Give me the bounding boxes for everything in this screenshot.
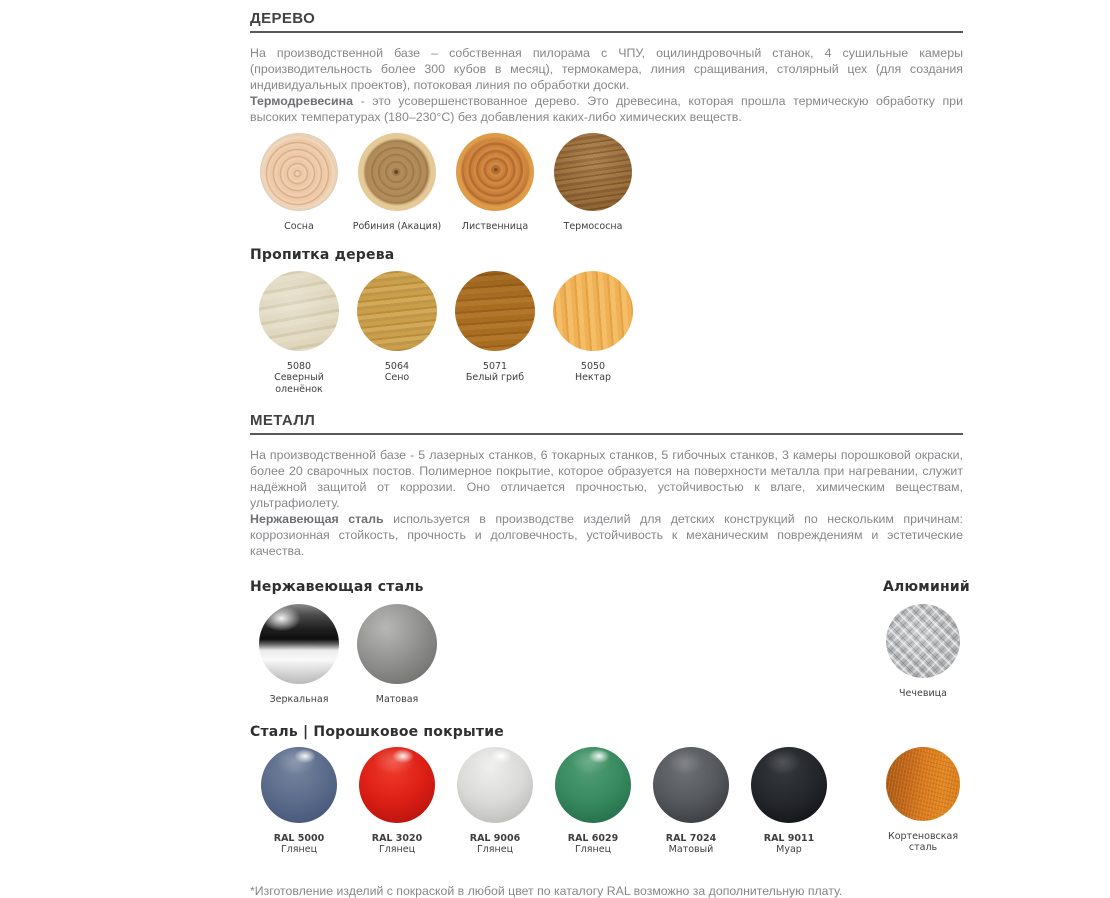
ral-6029-sphere-image bbox=[555, 747, 631, 823]
propitka-label bbox=[575, 361, 611, 384]
propitka-row bbox=[250, 271, 963, 396]
ral-7024-sphere-image bbox=[653, 747, 729, 823]
larch-cross-section-image bbox=[456, 133, 534, 211]
wood-sample-larch bbox=[446, 133, 544, 233]
stainless-aluminum-row bbox=[250, 604, 963, 706]
ral-finish: Глянец bbox=[378, 844, 416, 855]
ral-9006-swatch bbox=[446, 747, 544, 856]
corten-steel-image bbox=[886, 747, 960, 821]
ral-finish: Глянец bbox=[574, 844, 612, 855]
wood-sample-label: Лиственница bbox=[461, 221, 529, 232]
stainless-title: Нержавеющая сталь bbox=[250, 579, 424, 595]
wood-sample-thermopine bbox=[544, 133, 642, 233]
metal-paragraph-stainless bbox=[250, 511, 963, 559]
metal-subheads-row bbox=[250, 579, 970, 596]
tint-name: Белый гриб bbox=[465, 372, 525, 383]
corten-label: Кортеновская сталь bbox=[887, 830, 959, 853]
propitka-label bbox=[385, 361, 410, 384]
ral-5000-swatch bbox=[250, 747, 348, 856]
ral-label bbox=[470, 833, 520, 856]
tint-code: 5071 bbox=[482, 360, 508, 372]
tint-5050-image bbox=[553, 271, 633, 351]
propitka-label bbox=[265, 361, 333, 396]
ral-5000-sphere-image bbox=[261, 747, 337, 823]
ral-finish: Глянец bbox=[280, 844, 318, 855]
propitka-swatch-5080 bbox=[250, 271, 348, 396]
aluminum-lentil bbox=[883, 604, 963, 700]
ral-code: RAL 7024 bbox=[665, 832, 717, 844]
metal-section-divider bbox=[250, 433, 963, 435]
wood-sample-pine bbox=[250, 133, 348, 233]
stainless-label: Зеркальная bbox=[269, 694, 329, 705]
wood-sample-label: Сосна bbox=[284, 221, 314, 232]
propitka-title: Пропитка дерева bbox=[250, 246, 395, 263]
metal-section-title: МЕТАЛЛ bbox=[250, 412, 316, 429]
metal-paragraph-production: На производственной базе - 5 лазерных станков, 6 токарных станков, 5 гибочных станков, 3 камеры порошковой окраски, более 20 сварочных постов. Полимерное покрытие, которое образуется на поверхности металла при нагревании, служит надёжной защитой от коррозии. Оно отличается прочностью, устойчивостью к влаге, химическим веществам, ультрафиолету. bbox=[250, 448, 963, 510]
wood-samples-row bbox=[250, 133, 963, 233]
ral-finish: Глянец bbox=[476, 844, 514, 855]
metal-description bbox=[250, 447, 963, 559]
tint-code: 5050 bbox=[580, 360, 606, 372]
wood-section-title: ДЕРЕВО bbox=[250, 10, 316, 27]
propitka-label bbox=[466, 361, 524, 384]
propitka-swatch-5064 bbox=[348, 271, 446, 384]
ral-7024-swatch bbox=[642, 747, 740, 856]
wood-paragraph-production: На производственной базе – собственная пилорама с ЧПУ, оцилиндровочный станок, 4 сушильные камеры (производительность более 300 кубов в месяц), термокамера, линия сращивания, столярный цех (для создания индивидуальных проектов), потоковая линия по обработки доски. bbox=[250, 46, 963, 92]
aluminum-checker-plate-image bbox=[886, 604, 960, 678]
metal-section bbox=[250, 412, 970, 898]
ral-finish: Муар bbox=[776, 844, 802, 855]
tint-5080-image bbox=[259, 271, 339, 351]
stainless-definition: используется в производстве изделий для детских конструкций по нескольким причинам: коррозионная стойкость, прочность и долговечность, устойчивость к механическим повреждениям и эстетические качества. bbox=[250, 512, 964, 558]
wood-paragraph-thermowood bbox=[250, 93, 963, 125]
ral-footnote: *Изготовление изделий с покраской в любой цвет по каталогу RAL возможно за дополнительную плату. bbox=[250, 883, 843, 898]
stainless-label: Матовая bbox=[375, 694, 419, 705]
ral-code: RAL 9006 bbox=[469, 832, 521, 844]
pine-cross-section-image bbox=[260, 133, 338, 211]
ral-9011-sphere-image bbox=[751, 747, 827, 823]
wood-section bbox=[250, 11, 963, 395]
tint-code: 5080 bbox=[286, 360, 312, 372]
tint-code: 5064 bbox=[384, 360, 410, 372]
aluminum-title: Алюминий bbox=[883, 579, 970, 595]
ral-code: RAL 9011 bbox=[763, 832, 815, 844]
wood-section-divider bbox=[250, 31, 963, 33]
wood-sample-robinia bbox=[348, 133, 446, 233]
corten-swatch bbox=[883, 747, 963, 854]
ral-code: RAL 5000 bbox=[273, 832, 325, 844]
powder-coating-row bbox=[250, 747, 963, 856]
ral-finish: Матовый bbox=[668, 844, 714, 855]
ral-9006-sphere-image bbox=[457, 747, 533, 823]
ral-6029-swatch bbox=[544, 747, 642, 856]
powder-coating-title: Сталь | Порошковое покрытие bbox=[250, 723, 504, 740]
ral-label bbox=[764, 833, 814, 856]
stainless-mirror bbox=[250, 604, 348, 706]
ral-9011-swatch bbox=[740, 747, 838, 856]
ral-code: RAL 6029 bbox=[567, 832, 619, 844]
ral-3020-swatch bbox=[348, 747, 446, 856]
thermowood-definition: - это усовершенствованное дерево. Это древесина, которая прошла термическую обработку при высоких температурах (180–230°С) без добавления каких-либо химических веществ. bbox=[250, 94, 963, 124]
wood-sample-label: Термососна bbox=[563, 221, 623, 232]
tint-5071-image bbox=[455, 271, 535, 351]
propitka-swatch-5071 bbox=[446, 271, 544, 384]
page-content bbox=[250, 0, 970, 898]
aluminum-label: Чечевица bbox=[899, 688, 947, 699]
ral-label bbox=[274, 833, 324, 856]
ral-code: RAL 3020 bbox=[371, 832, 423, 844]
wood-sample-label: Робиния (Акация) bbox=[352, 221, 442, 232]
tint-5064-image bbox=[357, 271, 437, 351]
matte-steel-sphere-image bbox=[357, 604, 437, 684]
propitka-swatch-5050 bbox=[544, 271, 642, 384]
tint-name: Северный оленёнок bbox=[274, 372, 324, 395]
thermopine-grain-image bbox=[554, 133, 632, 211]
thermowood-term: Термодревесина bbox=[250, 94, 354, 108]
ral-label bbox=[568, 833, 618, 856]
stainless-matte bbox=[348, 604, 446, 706]
stainless-term: Нержавеющая сталь bbox=[250, 512, 384, 526]
tint-name: Сено bbox=[384, 372, 410, 383]
ral-3020-sphere-image bbox=[359, 747, 435, 823]
wood-description bbox=[250, 45, 963, 125]
ral-label bbox=[372, 833, 422, 856]
mirror-steel-sphere-image bbox=[259, 604, 339, 684]
robinia-cross-section-image bbox=[358, 133, 436, 211]
tint-name: Нектар bbox=[574, 372, 612, 383]
ral-label bbox=[666, 833, 716, 856]
